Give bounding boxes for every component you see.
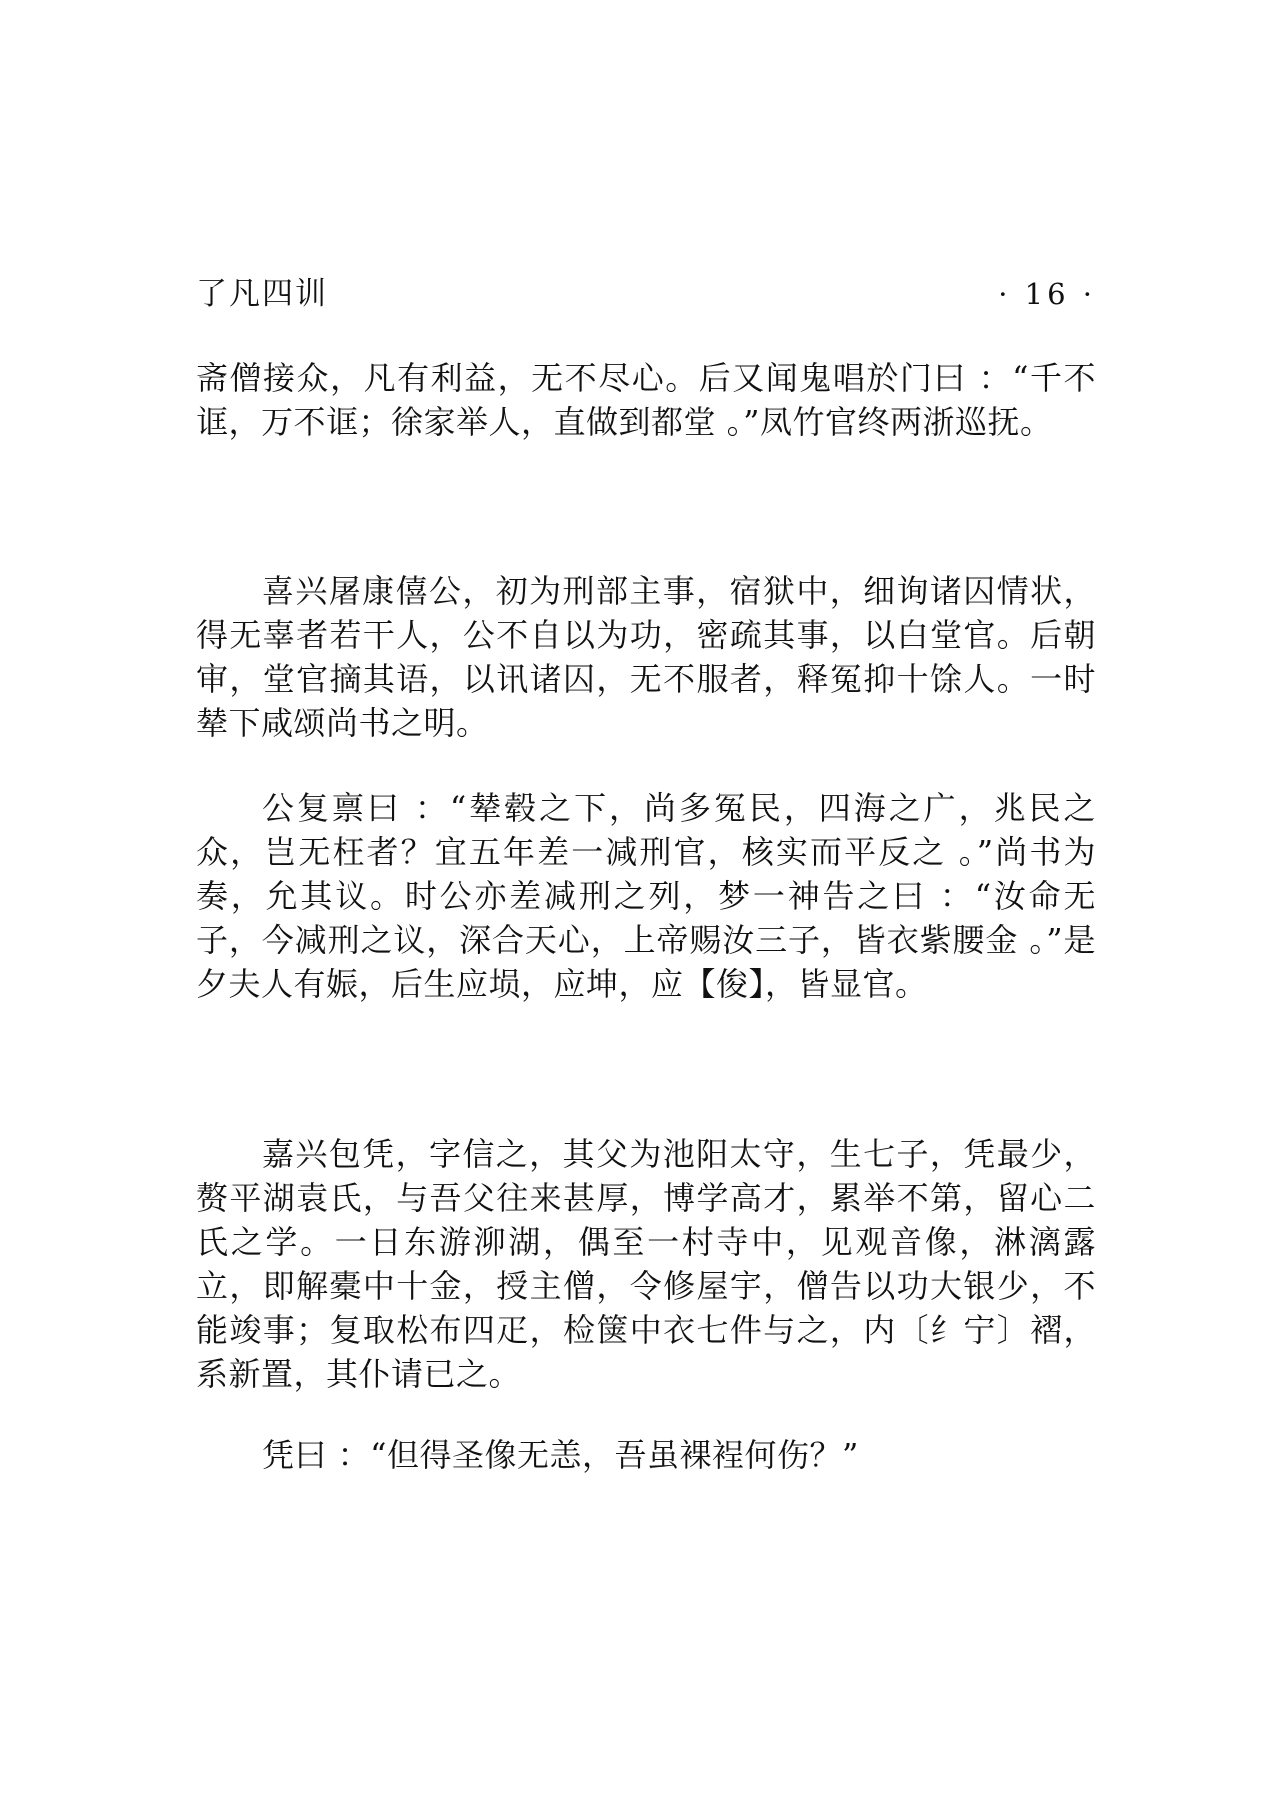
paragraph-3: 公复禀曰 ：“辇毂之下，尚多冤民，四海之广，兆民之众，岂无枉者？宜五年差一减刑官，核实而平反之 。”尚书为奏，允其议。时公亦差减刑之列，梦一神告之曰 ：“汝命无子，今减刑之议，深合天心，上帝赐汝三子，皆衣紫腰金 。”是夕夫人有娠，后生应埙，应坤，应【俊】，皆显官。 [196, 789, 1096, 1003]
paragraph-5: 凭曰 ：“但得圣像无恙，吾虽裸裎何伤？” [262, 1436, 859, 1474]
page-number: · 16 · [998, 277, 1096, 311]
page-header [196, 272, 1096, 316]
paragraph-2: 喜兴屠康僖公，初为刑部主事，宿狱中，细询诸囚情状，得无辜者若干人，公不自以为功，密疏其事，以白堂官。后朝审，堂官摘其语，以讯诸囚，无不服者，释冤抑十馀人。一时辇下咸颂尚书之明。 [196, 572, 1096, 742]
book-title: 了凡四训 [196, 276, 328, 312]
paragraph-1: 斋僧接众，凡有利益，无不尽心。后又闻鬼唱於门曰 ：“千不诓，万不诓；徐家举人，直做到都堂 。”凤竹官终两浙巡抚。 [196, 359, 1096, 441]
paragraph-4: 嘉兴包凭，字信之，其父为池阳太守，生七子，凭最少，赘平湖袁氏，与吾父往来甚厚，博学高才，累举不第，留心二氏之学。一日东游泖湖，偶至一村寺中，见观音像，淋漓露立，即解橐中十金，授主僧，令修屋宇，僧告以功大银少，不能竣事；复取松布四疋，检箧中衣七件与之，内〔纟宁〕褶，系新置，其仆请已之。 [196, 1135, 1096, 1393]
